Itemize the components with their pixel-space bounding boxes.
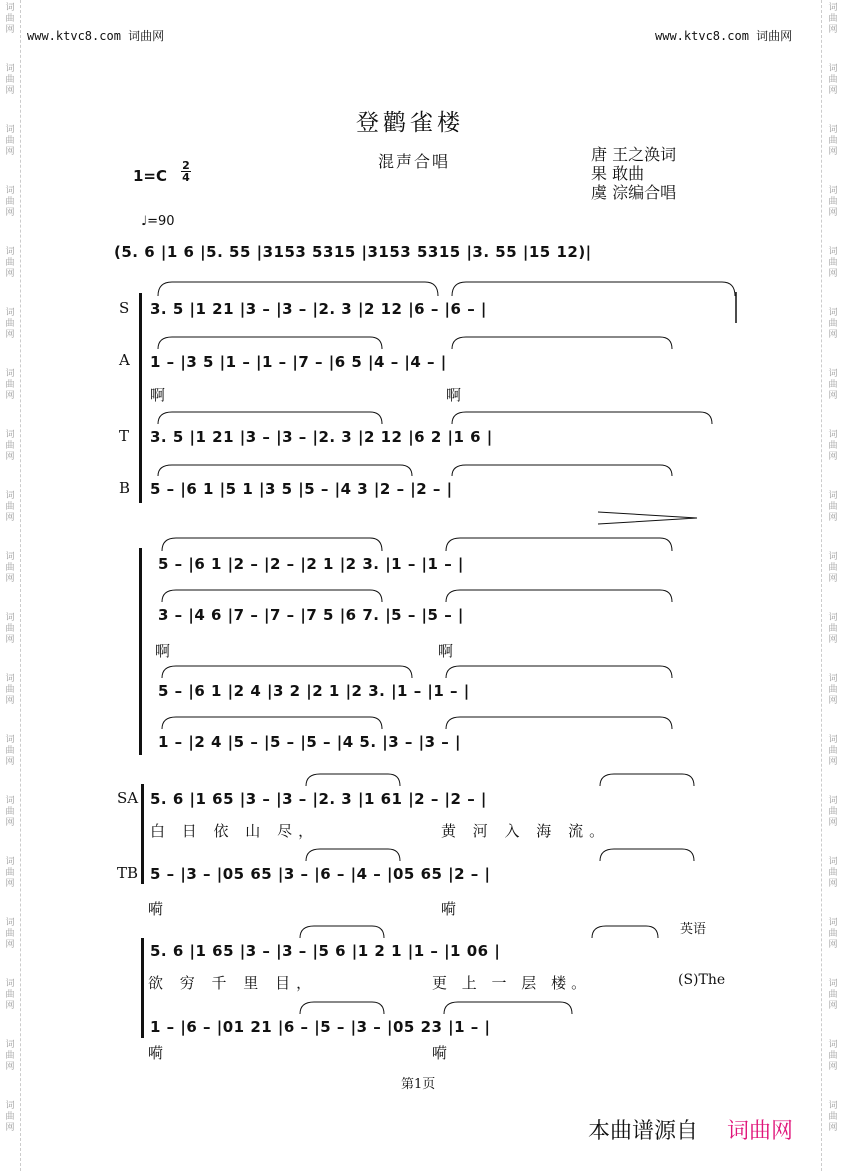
s2-alto-lyric-1: 啊 xyxy=(155,642,171,660)
watermark-char: 网 xyxy=(5,86,15,96)
slur-s3-tb-a xyxy=(306,849,400,861)
s4-tb-lyric-1: 嗬 xyxy=(148,1044,164,1062)
watermark-char: 词 xyxy=(828,796,838,806)
watermark-char: 网 xyxy=(5,635,15,645)
slur-s1-a-a xyxy=(158,337,382,349)
s4-note-english: 英语 xyxy=(680,922,707,937)
watermark-char: 网 xyxy=(828,879,838,889)
watermark-char: 曲 xyxy=(828,197,838,207)
watermark-char: 曲 xyxy=(5,441,15,451)
header-url-right[interactable]: www.ktvc8.com 词曲网 xyxy=(655,29,793,43)
watermark-char: 词 xyxy=(5,613,15,623)
watermark-char: 曲 xyxy=(5,502,15,512)
watermark-char: 曲 xyxy=(828,1112,838,1122)
watermark-char: 曲 xyxy=(828,929,838,939)
s3-sa-lyric-1: 白 日 依 山 尽， xyxy=(150,822,320,840)
watermark-char: 曲 xyxy=(5,807,15,817)
watermark-char: 词 xyxy=(828,125,838,135)
watermark-char: 曲 xyxy=(5,685,15,695)
watermark-char: 词 xyxy=(828,613,838,623)
decrescendo-hairpin xyxy=(598,512,697,524)
watermark-char: 网 xyxy=(5,208,15,218)
slur-s3-tb-b xyxy=(600,849,694,861)
watermark-char: 网 xyxy=(828,208,838,218)
watermark-char: 曲 xyxy=(5,563,15,573)
watermark-char: 网 xyxy=(828,86,838,96)
slur-s2-b-a xyxy=(162,717,382,729)
watermark-char: 词 xyxy=(828,247,838,257)
watermark-char: 网 xyxy=(828,25,838,35)
watermark-char: 曲 xyxy=(828,319,838,329)
watermark-char: 网 xyxy=(5,25,15,35)
watermark-char: 曲 xyxy=(828,868,838,878)
watermark-char: 曲 xyxy=(5,746,15,756)
watermark-char: 网 xyxy=(5,818,15,828)
watermark-char: 词 xyxy=(5,430,15,440)
s4-tb-lyric-2: 嗬 xyxy=(432,1044,448,1062)
credit-lyricist: 唐 王之涣词 xyxy=(591,145,677,164)
s3-sa-lyric-2: 黄 河 入 海 流。 xyxy=(441,822,611,840)
watermark-char: 词 xyxy=(5,308,15,318)
watermark-char: 网 xyxy=(5,879,15,889)
slur-s3-sa-b xyxy=(600,774,694,786)
slur-s1-t-b xyxy=(452,412,712,424)
watermark-char: 词 xyxy=(5,247,15,257)
watermark-char: 词 xyxy=(5,918,15,928)
slur-s4-sa-a xyxy=(300,926,384,938)
slur-s1-a-b xyxy=(452,337,672,349)
watermark-char: 词 xyxy=(5,979,15,989)
watermark-char: 网 xyxy=(5,391,15,401)
watermark-char: 曲 xyxy=(828,1051,838,1061)
watermark-char: 曲 xyxy=(828,746,838,756)
watermark-char: 曲 xyxy=(5,990,15,1000)
intro-line: (5. 6 |1 6 |5. 55 |3153 5315 |3153 5315 |3. 55 |15 12)| xyxy=(114,243,592,261)
watermark-char: 曲 xyxy=(5,1112,15,1122)
watermark-char: 词 xyxy=(828,308,838,318)
label-tb: TB xyxy=(117,864,139,882)
slur-s1-s-b xyxy=(452,282,735,296)
watermark-char: 曲 xyxy=(5,14,15,24)
s2-soprano-line: 5 – |6 1 |2 – |2 – |2 1 |2 3. |1 – |1 – | xyxy=(158,555,464,573)
s2-bass-line: 1 – |2 4 |5 – |5 – |5 – |4 5. |3 – |3 – | xyxy=(158,733,461,751)
watermark-char: 词 xyxy=(828,369,838,379)
slur-s2-s-a xyxy=(162,538,382,551)
slur-s2-t-b xyxy=(446,666,672,678)
label-alto: A xyxy=(119,351,130,369)
watermark-char: 词 xyxy=(5,186,15,196)
watermark-char: 网 xyxy=(5,757,15,767)
credit-composer: 果 敢曲 xyxy=(591,164,645,183)
slur-s1-b-b xyxy=(452,465,672,476)
watermark-char: 网 xyxy=(828,818,838,828)
watermark-char: 词 xyxy=(828,857,838,867)
credit-arranger: 虞 淙编合唱 xyxy=(591,183,677,202)
watermark-char: 网 xyxy=(5,330,15,340)
s4-sa-lyric-3: (S)The xyxy=(678,972,726,988)
watermark-char: 网 xyxy=(828,330,838,340)
watermark-char: 词 xyxy=(5,796,15,806)
watermark-char: 词 xyxy=(5,857,15,867)
slur-s2-a-b xyxy=(446,590,672,602)
slur-s4-tb-b xyxy=(444,1002,572,1014)
s1-bass-line: 5 – |6 1 |5 1 |3 5 |5 – |4 3 |2 – |2 – | xyxy=(150,480,453,498)
watermark-char: 词 xyxy=(5,3,15,13)
slur-s2-a-a xyxy=(162,590,382,602)
slur-s3-sa-a xyxy=(306,774,400,786)
watermark-char: 曲 xyxy=(5,380,15,390)
slur-s1-t-a xyxy=(158,412,382,424)
watermark-char: 网 xyxy=(828,635,838,645)
watermark-char: 网 xyxy=(828,940,838,950)
watermark-char: 曲 xyxy=(5,624,15,634)
slur-s2-b-b xyxy=(446,717,672,729)
watermark-char: 曲 xyxy=(828,136,838,146)
watermark-char: 曲 xyxy=(5,929,15,939)
watermark-char: 曲 xyxy=(828,502,838,512)
watermark-char: 网 xyxy=(828,269,838,279)
watermark-char: 曲 xyxy=(828,563,838,573)
s2-alto-line: 3 – |4 6 |7 – |7 – |7 5 |6 7. |5 – |5 – | xyxy=(158,606,464,624)
watermark-char: 词 xyxy=(828,64,838,74)
s1-soprano-line: 3. 5 |1 21 |3 – |3 – |2. 3 |2 12 |6 – |6 – | xyxy=(150,300,487,318)
watermark-char: 网 xyxy=(828,1001,838,1011)
time-denominator: 4 xyxy=(182,171,190,184)
key-signature: 1=C xyxy=(133,167,168,185)
watermark-char: 网 xyxy=(5,147,15,157)
watermark-char: 曲 xyxy=(5,1051,15,1061)
watermark-char: 词 xyxy=(5,1101,15,1111)
watermark-char: 词 xyxy=(828,735,838,745)
watermark-char: 词 xyxy=(828,979,838,989)
label-sa: SA xyxy=(117,789,139,807)
watermark-char: 网 xyxy=(5,1062,15,1072)
watermark-char: 词 xyxy=(828,186,838,196)
slur-s1-s-a xyxy=(158,282,438,296)
watermark-char: 曲 xyxy=(5,197,15,207)
label-soprano: S xyxy=(119,299,130,317)
watermark-char: 网 xyxy=(5,513,15,523)
s2-alto-lyric-2: 啊 xyxy=(438,642,454,660)
watermark-char: 曲 xyxy=(828,75,838,85)
watermark-char: 网 xyxy=(5,1123,15,1133)
header-url-left[interactable]: www.ktvc8.com 词曲网 xyxy=(27,29,165,43)
watermark-char: 网 xyxy=(5,696,15,706)
watermark-char: 词 xyxy=(828,918,838,928)
watermark-char: 曲 xyxy=(828,258,838,268)
slur-s4-sa-b xyxy=(592,926,658,938)
time-numerator: 2 xyxy=(182,159,190,172)
brand-link[interactable]: 词曲网 xyxy=(727,1119,794,1144)
s4-tb-line: 1 – |6 – |01 21 |6 – |5 – |3 – |05 23 |1 – | xyxy=(150,1018,491,1036)
watermark-char: 网 xyxy=(828,1062,838,1072)
s3-tb-line: 5 – |3 – |05 65 |3 – |6 – |4 – |05 65 |2 – | xyxy=(150,865,491,883)
song-subtitle: 混声合唱 xyxy=(378,152,451,171)
watermark-char: 曲 xyxy=(828,441,838,451)
watermark-char: 词 xyxy=(828,491,838,501)
watermark-char: 网 xyxy=(5,269,15,279)
label-bass: B xyxy=(119,479,131,497)
watermark-char: 词 xyxy=(5,491,15,501)
s1-tenor-line: 3. 5 |1 21 |3 – |3 – |2. 3 |2 12 |6 2 |1 6 | xyxy=(150,428,493,446)
s3-tb-lyric-2: 嗬 xyxy=(441,900,457,918)
watermark-char: 曲 xyxy=(828,990,838,1000)
watermark-char: 词 xyxy=(5,735,15,745)
tempo-mark: ♩=90 xyxy=(141,214,175,229)
slur-s2-s-b xyxy=(446,538,672,551)
s3-tb-lyric-1: 嗬 xyxy=(148,900,164,918)
watermark-char: 网 xyxy=(5,1001,15,1011)
watermark-char: 曲 xyxy=(828,14,838,24)
watermark-char: 词 xyxy=(828,1040,838,1050)
watermark-char: 曲 xyxy=(5,319,15,329)
watermark-char: 网 xyxy=(828,574,838,584)
slur-s2-t-a xyxy=(162,666,412,678)
s1-alto-line: 1 – |3 5 |1 – |1 – |7 – |6 5 |4 – |4 – | xyxy=(150,353,447,371)
watermark-char: 网 xyxy=(828,391,838,401)
watermark-char: 网 xyxy=(5,452,15,462)
watermark-char: 网 xyxy=(828,1123,838,1133)
watermark-char: 词 xyxy=(5,552,15,562)
watermark-char: 网 xyxy=(828,513,838,523)
watermark-char: 词 xyxy=(828,430,838,440)
watermark-char: 词 xyxy=(828,552,838,562)
page-number: 第1页 xyxy=(401,1077,436,1092)
watermark-char: 曲 xyxy=(5,868,15,878)
watermark-char: 曲 xyxy=(828,685,838,695)
watermark-char: 曲 xyxy=(828,380,838,390)
s1-alto-lyric-1: 啊 xyxy=(150,386,166,404)
watermark-char: 曲 xyxy=(5,258,15,268)
watermark-char: 网 xyxy=(5,574,15,584)
watermark-char: 网 xyxy=(5,940,15,950)
watermark-char: 词 xyxy=(828,1101,838,1111)
s3-sa-line: 5. 6 |1 65 |3 – |3 – |2. 3 |1 61 |2 – |2 – | xyxy=(150,790,487,808)
watermark-char: 词 xyxy=(5,1040,15,1050)
s4-sa-line: 5. 6 |1 65 |3 – |3 – |5 6 |1 2 1 |1 – |1 06 | xyxy=(150,942,501,960)
s1-alto-lyric-2: 啊 xyxy=(446,386,462,404)
watermark-char: 词 xyxy=(5,369,15,379)
watermark-char: 词 xyxy=(828,674,838,684)
watermark-char: 网 xyxy=(828,757,838,767)
watermark-char: 曲 xyxy=(828,624,838,634)
s4-sa-lyric-1: 欲 穷 千 里 目， xyxy=(148,974,318,992)
watermark-char: 词 xyxy=(5,674,15,684)
watermark-char: 词 xyxy=(5,64,15,74)
watermark-char: 曲 xyxy=(828,807,838,817)
s2-tenor-line: 5 – |6 1 |2 4 |3 2 |2 1 |2 3. |1 – |1 – | xyxy=(158,682,470,700)
slur-s1-b-a xyxy=(158,465,412,476)
song-title: 登鹳雀楼 xyxy=(356,110,464,136)
watermark-char: 网 xyxy=(828,696,838,706)
watermark-char: 网 xyxy=(828,147,838,157)
s4-sa-lyric-2: 更 上 一 层 楼。 xyxy=(432,974,592,992)
watermark-char: 曲 xyxy=(5,75,15,85)
watermark-char: 词 xyxy=(5,125,15,135)
source-label: 本曲谱源自 xyxy=(588,1119,699,1144)
watermark-char: 曲 xyxy=(5,136,15,146)
slur-s4-tb-a xyxy=(300,1002,384,1014)
watermark-char: 词 xyxy=(828,3,838,13)
watermark-char: 网 xyxy=(828,452,838,462)
label-tenor: T xyxy=(119,427,130,445)
